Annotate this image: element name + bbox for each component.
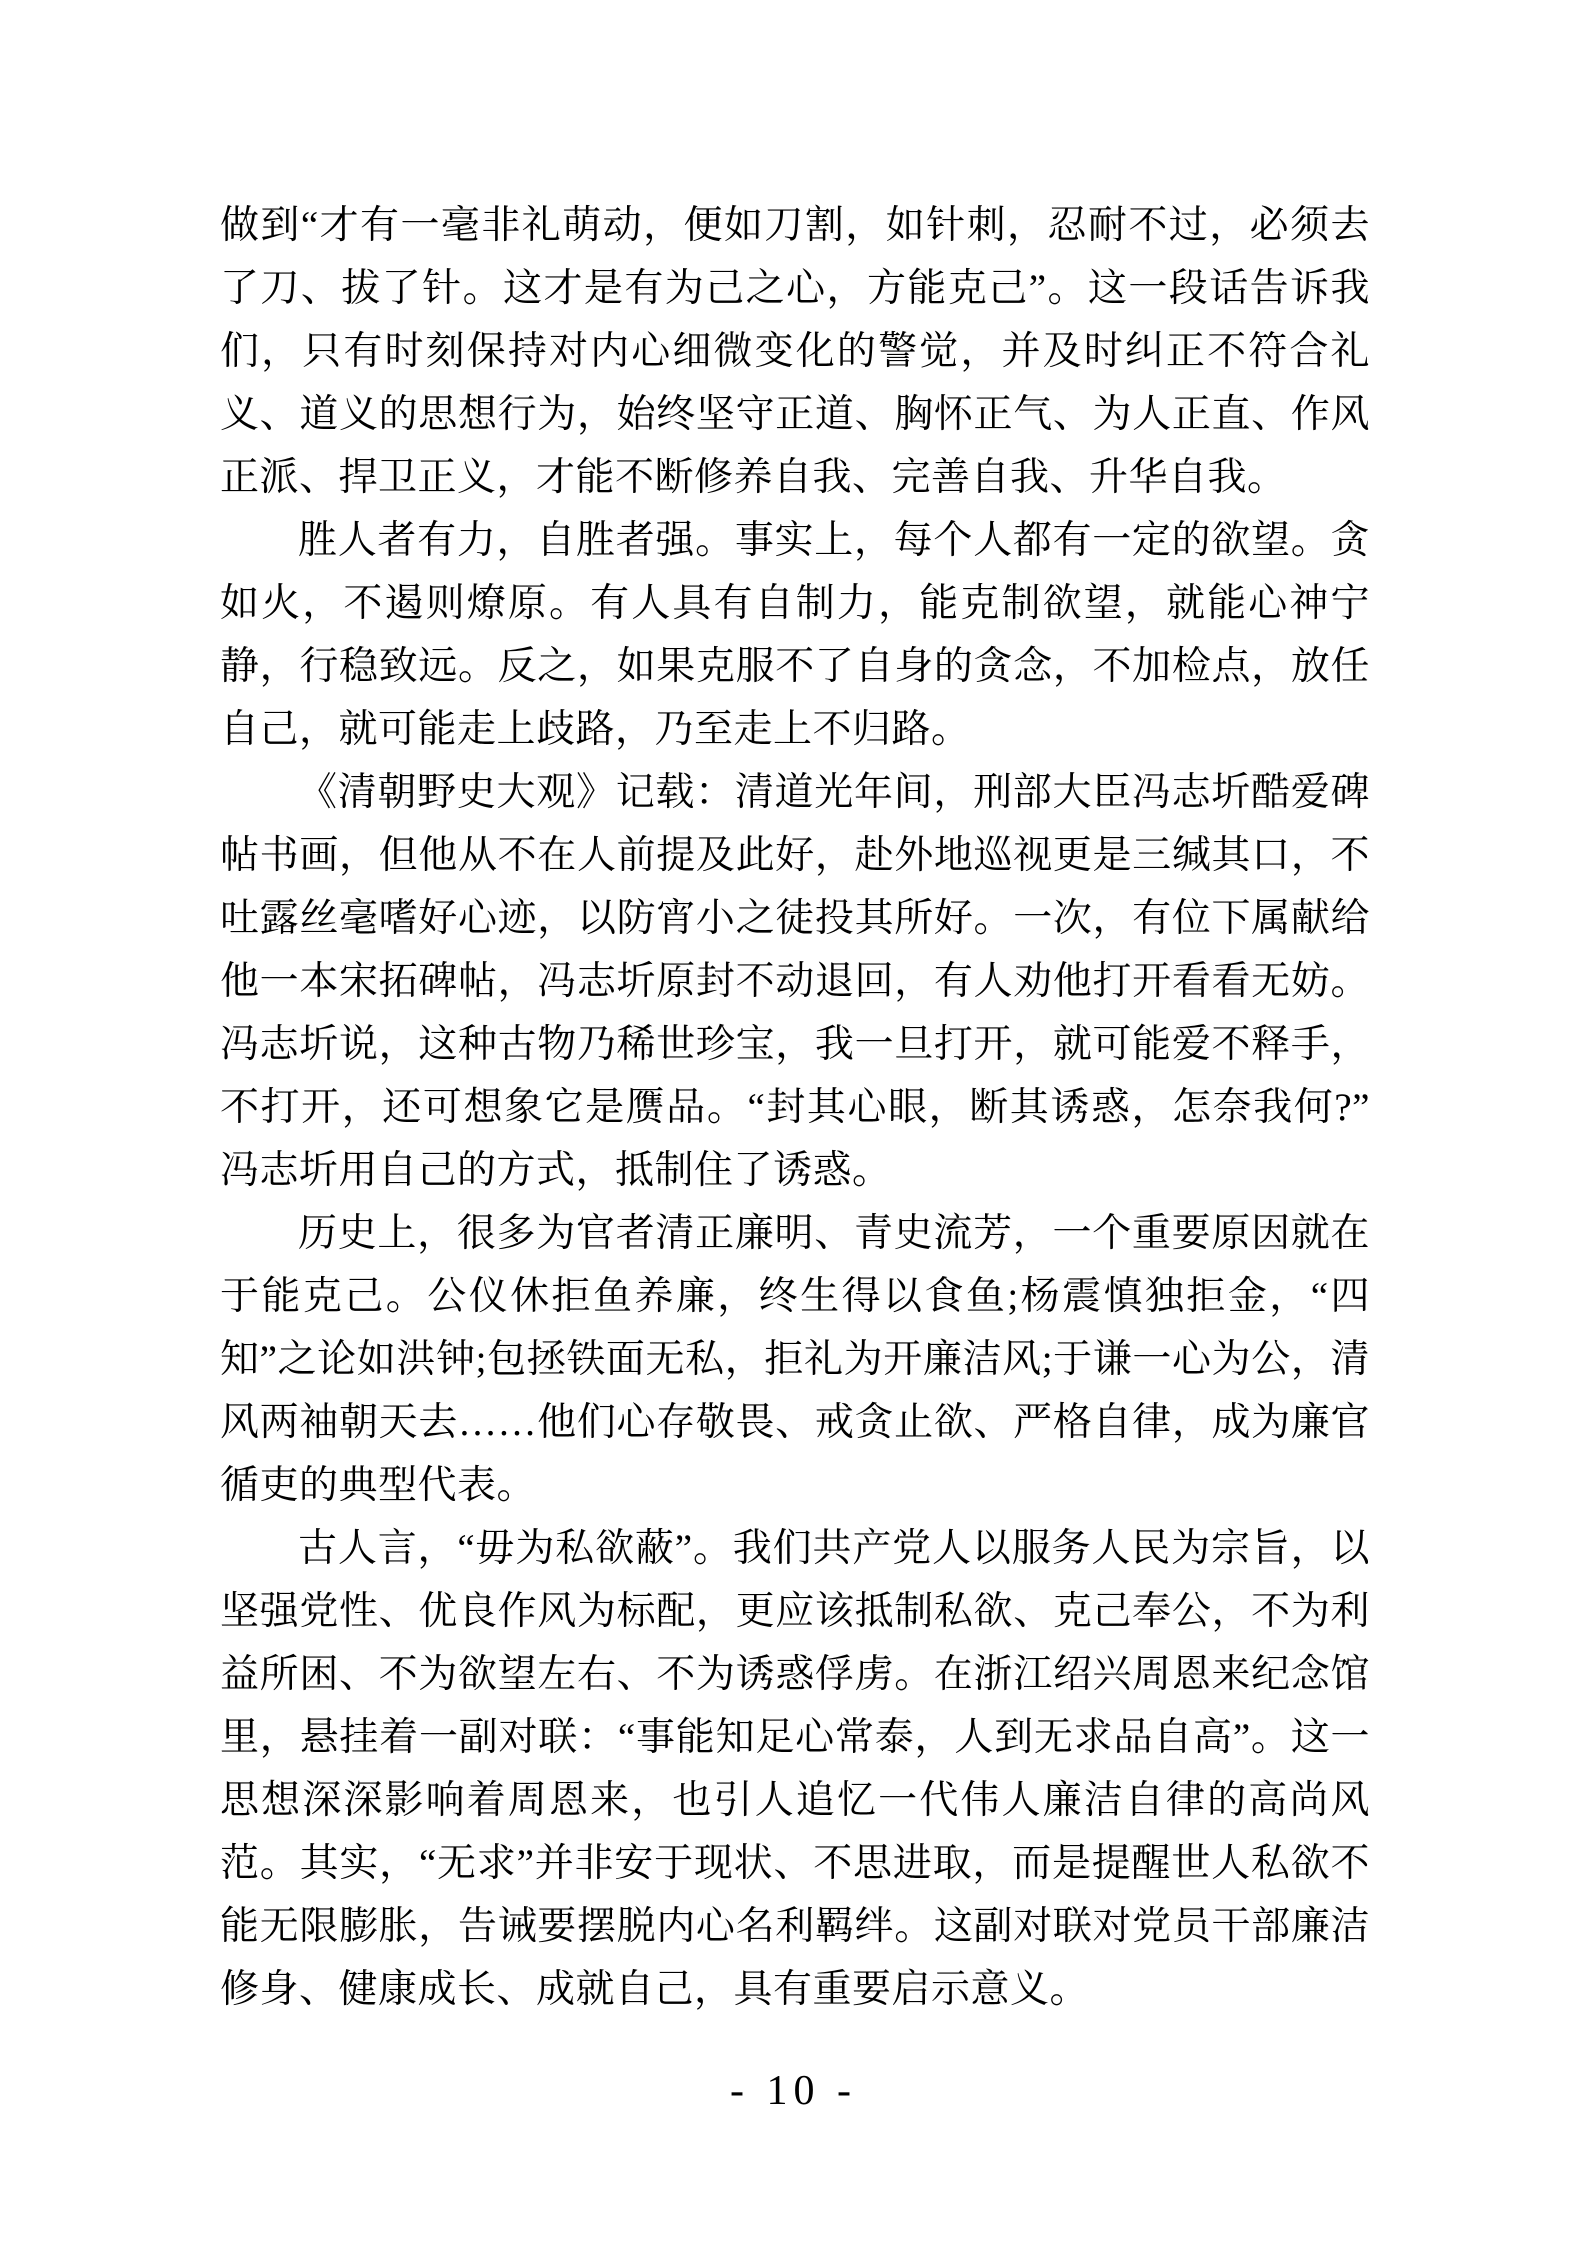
paragraph: 做到“才有一毫非礼萌动，便如刀割，如针刺，忍耐不过，必须去了刀、拔了针。这才是有为己之心，方能克己”。这一段话告诉我们，只有时刻保持对内心细微变化的警觉，并及时纠正不符合礼义、道义的思想行为，始终坚守正道、胸怀正气、为人正直、作风正派、捍卫正义，才能不断修养自我、完善自我、升华自我。 [220,204,1370,499]
paragraph: 历史上，很多为官者清正廉明、青史流芳，一个重要原因就在于能克己。公仪休拒鱼养廉，终生得以食鱼;杨震慎独拒金，“四知”之论如洪钟;包拯铁面无私，拒礼为开廉洁风;于谦一心为公，清风两袖朝天去……他们心存敬畏、戒贪止欲、严格自律，成为廉官循吏的典型代表。 [220,1212,1370,1507]
paragraph: 胜人者有力，自胜者强。事实上，每个人都有一定的欲望。贪如火，不遏则燎原。有人具有自制力，能克制欲望，就能心神宁静，行稳致远。反之，如果克服不了自身的贪念，不加检点，放任自己，就可能走上歧路，乃至走上不归路。 [220,519,1370,751]
body-text [220,194,1370,2021]
paragraph: 《清朝野史大观》记载：清道光年间，刑部大臣冯志圻酷爱碑帖书画，但他从不在人前提及此好，赴外地巡视更是三缄其口，不吐露丝毫嗜好心迹，以防宵小之徒投其所好。一次，有位下属献给他一本宋拓碑帖，冯志圻原封不动退回，有人劝他打开看看无妨。冯志圻说，这种古物乃稀世珍宝，我一旦打开，就可能爱不释手，不打开，还可想象它是赝品。“封其心眼，断其诱惑，怎奈我何?”冯志圻用自己的方式，抵制住了诱惑。 [220,771,1370,1192]
paragraph: 古人言，“毋为私欲蔽”。我们共产党人以服务人民为宗旨，以坚强党性、优良作风为标配，更应该抵制私欲、克己奉公，不为利益所困、不为欲望左右、不为诱惑俘虏。在浙江绍兴周恩来纪念馆里，悬挂着一副对联：“事能知足心常泰，人到无求品自高”。这一思想深深影响着周恩来，也引人追忆一代伟人廉洁自律的高尚风范。其实，“无求”并非安于现状、不思进取，而是提醒世人私欲不能无限膨胀，告诫要摆脱内心名利羁绊。这副对联对党员干部廉洁修身、健康成长、成就自己，具有重要启示意义。 [220,1527,1370,2011]
page-number: - 10 - [730,2068,857,2114]
